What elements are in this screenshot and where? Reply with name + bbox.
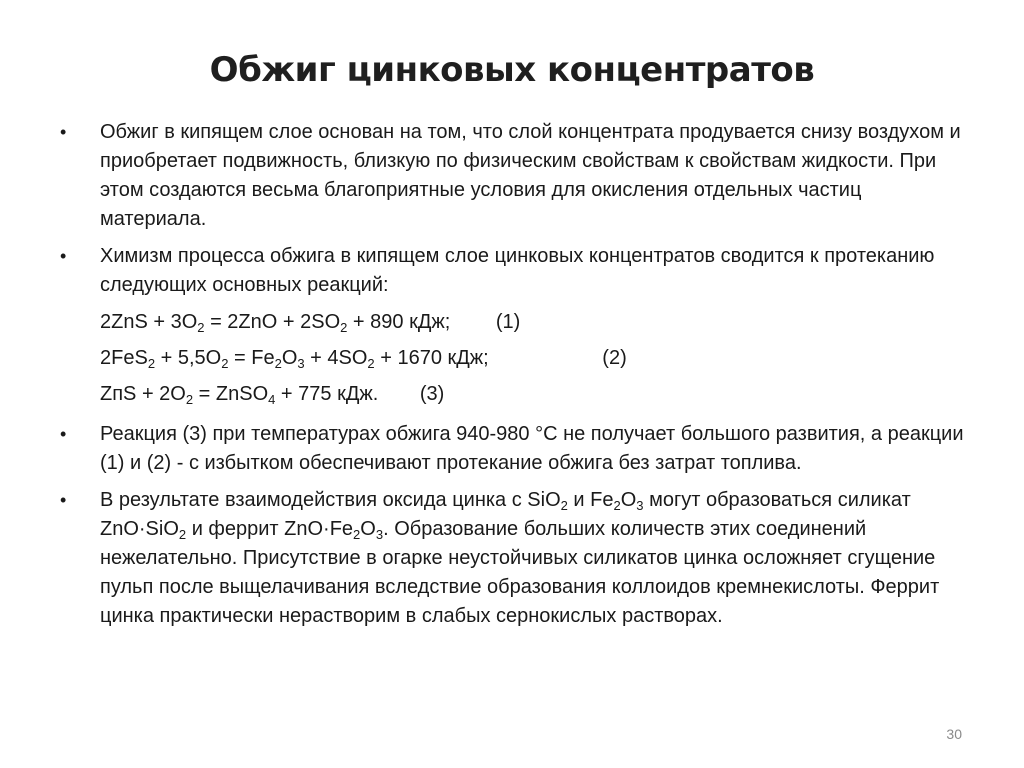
bullet-marker: • [60, 246, 67, 266]
paragraph-reaction-3: Реакция (3) при температурах обжига 940-980 °С не получает большого развития, а реакции (1) и (2) - с избытком обеспечивают протекание обжига без затрат топлива. [100, 423, 964, 474]
equation-number: (1) [495, 311, 521, 333]
equation-number: (3) [419, 383, 445, 405]
paragraph-chemistry: Химизм процесса обжига в кипящем слое цинковых концентратов сводится к протеканию следующих основных реакций: [100, 245, 935, 296]
equation-number: (2) [602, 347, 627, 369]
paragraph-silicates-ferrites: В результате взаимодействия оксида цинка с SiO$_2$ и $Fe_2O_3$ могут образоваться силикат ZnO·SiO$_2$ и феррит $ZnO\cdot Fe_2O_3$. Образование больших количеств этих соединений нежелательно. Присутствие в огарке неустойчивых силикатов цинка осложняет сгущение пульп после выщелачивания вследствие образования коллоидов кремнекислоты. Феррит цинка практически нерастворим в слабых сернокислых растворах. [100, 489, 940, 627]
equation-1: $2ZnS + 3O_2 = 2ZnO + 2SO_2 + 890$ кДж; (1) [60, 304, 970, 340]
bullet-marker: • [60, 424, 67, 444]
bullet-marker: • [60, 122, 67, 142]
paragraph-fluidized-bed: Обжиг в кипящем слое основан на том, что слой концентрата продувается снизу воздухом и приобретает подвижность, близкую по физическим свойствам к свойствам жидкости. При этом создаются весьма благоприятные условия для окисления отдельных частиц материала. [100, 121, 961, 230]
equation-2: $2FeS_2 + 5,5O_2 = Fe_2O_3 + 4SO_2 + 1670$ кДж; (2) [60, 340, 970, 376]
equation-3: ZпS + $2O_2$ = ZnSO$_4$ + 775 кДж. (3) [60, 376, 970, 412]
page-number: 30 [946, 726, 962, 742]
bullet-item [60, 486, 970, 631]
bullet-item [60, 118, 970, 234]
slide-content [60, 118, 970, 631]
bullet-item [60, 242, 970, 300]
bullet-marker: • [60, 490, 67, 510]
bullet-item [60, 420, 970, 478]
slide-title: Обжиг цинковых концентратов [209, 50, 815, 90]
